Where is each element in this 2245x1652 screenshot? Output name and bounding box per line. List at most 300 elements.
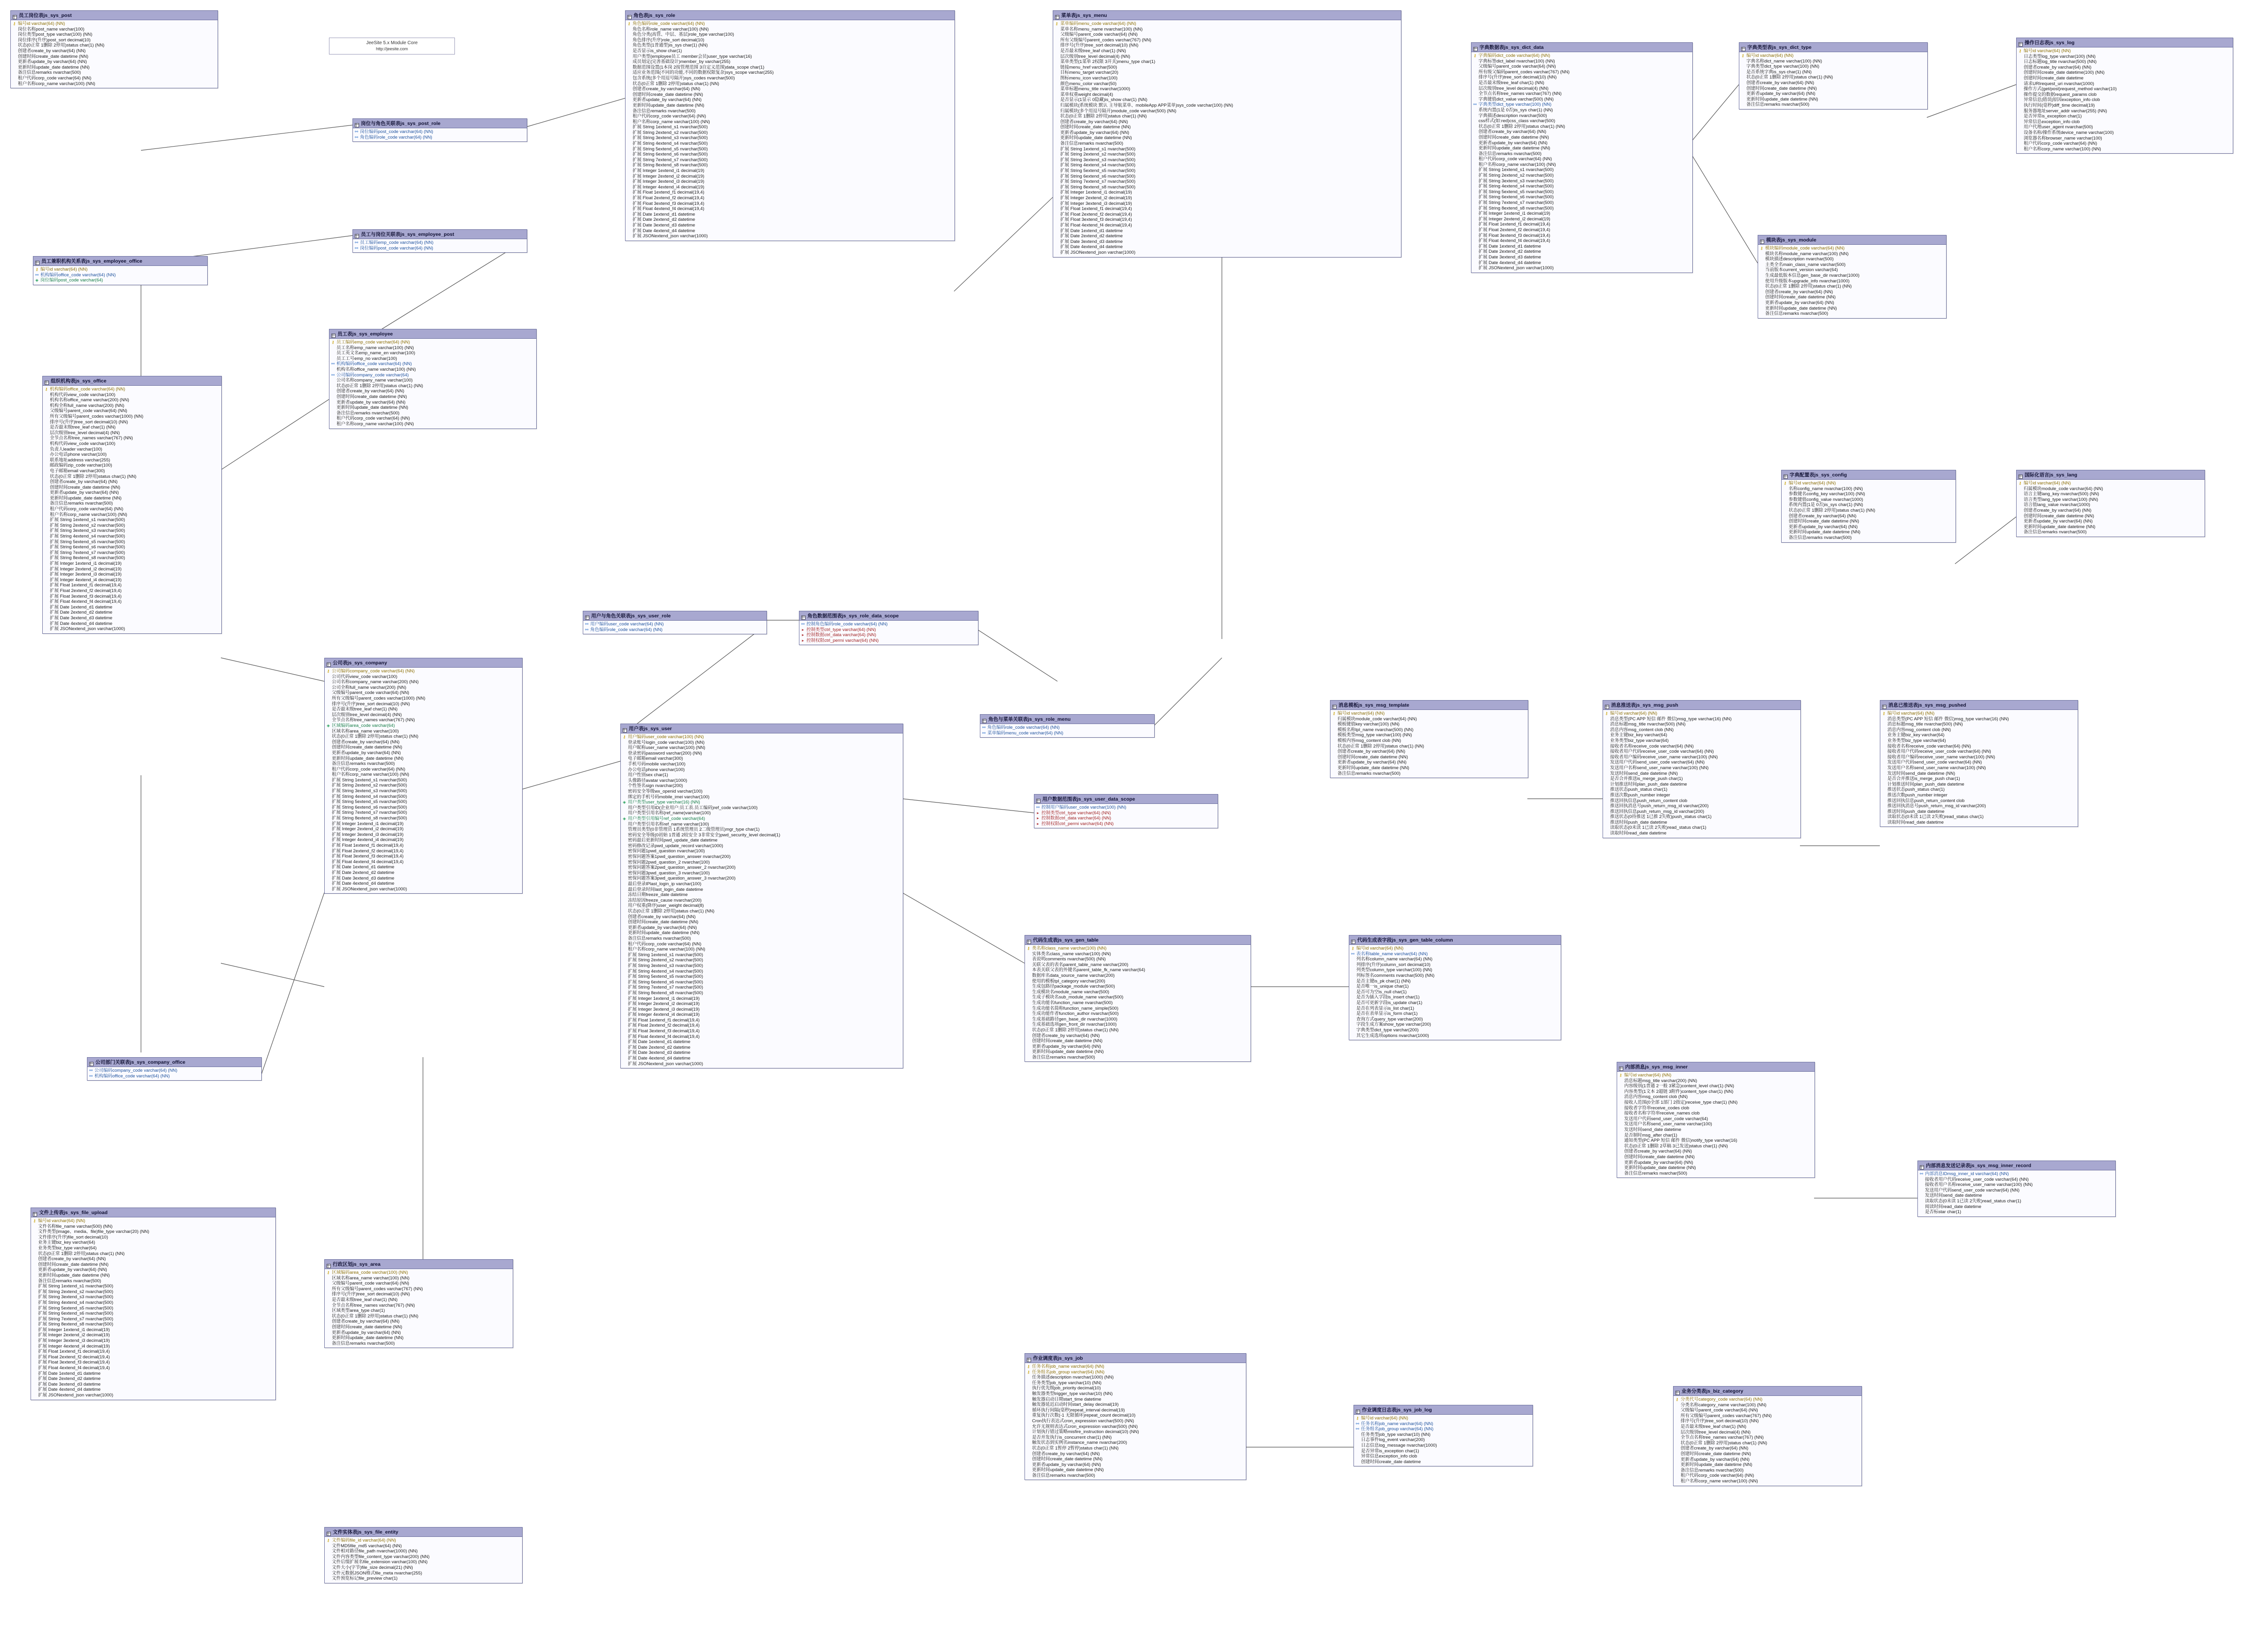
entity-column-label: 状态(0正常 1删除 2停用)status char(1) (NN) [336, 383, 423, 389]
entity-column-label: 区域名称area_name varchar(100) [332, 728, 399, 734]
entity-column-label: 扩展 String 3extend_s3 nvarchar(500) [1478, 178, 1554, 184]
entity-column-label: 服务器地址server_addr varchar(255) (NN) [2024, 108, 2107, 114]
entity-table-header[interactable] [353, 230, 527, 239]
entity-column-row [44, 616, 220, 621]
entity-table[interactable] [1349, 935, 1561, 1040]
entity-column-label: 计划推送时间plan_push_date datetime [1887, 781, 1964, 787]
entity-column-row [1882, 793, 2076, 798]
entity-column-label: 区域编码area_code varchar(100) (NN) [332, 1270, 408, 1275]
entity-table[interactable] [625, 10, 955, 241]
entity-column-label: 扩展 Date 4extend_d4 datetime [332, 881, 395, 887]
entity-column-row [1619, 1094, 1813, 1100]
entity-column-label: 模板键值key varchar(100) (NN) [1338, 722, 1400, 727]
table-icon [1356, 1408, 1360, 1412]
entity-column-label: 创建者create_by varchar(64) (NN) [1060, 119, 1128, 125]
entity-column-row [622, 898, 901, 904]
entity-column-row [1055, 70, 1400, 76]
entity-column-label: 扩展 String 8extend_s8 nvarchar(500) [628, 990, 703, 996]
entity-column-row [627, 228, 953, 234]
entity-column-row [1055, 59, 1400, 65]
entity-column-row [1036, 810, 1216, 816]
entity-column-label: 扩展 JSONextend_json varchar(1000) [38, 1393, 113, 1398]
entity-column-row [326, 843, 521, 849]
entity-column-row [627, 59, 953, 65]
entity-column-row [1473, 124, 1691, 130]
entity-column-row [1055, 135, 1400, 141]
entity-column-label: 扩展 Float 1extend_f1 decimal(19,4) [50, 583, 122, 588]
entity-column-list [621, 733, 903, 1068]
entity-table[interactable] [324, 658, 523, 894]
entity-column-label: 扩展 Float 4extend_f4 decimal(19,4) [1478, 238, 1550, 244]
entity-column-row [1619, 1122, 1813, 1127]
entity-column-label: 模板名称tpl_name nvarchar(500) (NN) [1338, 727, 1414, 732]
entity-column-label: 备注信息remarks nvarchar(500) [633, 108, 696, 114]
entity-column-label: 办公电话phone varchar(100) [50, 452, 107, 458]
entity-column-label: 接收者名称receive_code varchar(64) (NN) [1610, 743, 1694, 749]
entity-column-row [44, 588, 220, 594]
entity-column-label: 接收者用户名称receive_user_name varchar(100) (NN) [1925, 1182, 2033, 1188]
entity-column-row [44, 517, 220, 523]
entity-column-row [622, 772, 901, 778]
entity-table[interactable] [1353, 1405, 1533, 1466]
entity-column-row [1604, 755, 1799, 760]
entity-column-label: 控制数据ctrl_data varchar(64) (NN) [1041, 816, 1111, 821]
entity-column-label: 更新者update_by varchar(64) (NN) [336, 399, 406, 405]
entity-column-label: 区域类型area_type char(1) [332, 1308, 385, 1314]
entity-column-row [2018, 497, 2203, 503]
entity-column-label: 扩展 String 4extend_s4 nvarchar(500) [50, 534, 125, 539]
entity-column-row [1473, 140, 1691, 146]
entity-column-list [1330, 710, 1528, 778]
entity-column-row [44, 474, 220, 480]
entity-column-row [44, 599, 220, 605]
entity-column-row [1473, 244, 1691, 249]
entity-column-label: 推送次数push_number integer [1610, 792, 1670, 798]
entity-table-header[interactable] [1354, 1405, 1533, 1415]
entity-table-header[interactable] [1880, 701, 2078, 710]
entity-table-name: 内部消息发送记录表js_sys_msg_inner_record [1926, 1163, 2032, 1169]
entity-column-row [1055, 76, 1400, 81]
entity-table[interactable] [1673, 1386, 1862, 1486]
entity-table-header[interactable] [1918, 1161, 2115, 1170]
entity-table-header[interactable] [1471, 43, 1692, 52]
entity-column-row [12, 21, 216, 27]
primary-key-icon: ⚷ [327, 1538, 330, 1543]
entity-column-label: 扩展 String 4extend_s4 nvarchar(500) [633, 141, 708, 147]
entity-column-label: 菜单标题menu_title nvarchar(1000) [1060, 86, 1130, 92]
entity-table-header[interactable] [353, 119, 527, 128]
entity-column-row [1675, 1468, 1860, 1473]
entity-table-header[interactable] [33, 257, 207, 266]
entity-column-label: 编号id varchar(64) (NN) [40, 267, 88, 272]
entity-column-label: 扩展 String 5extend_s5 nvarchar(500) [332, 799, 407, 805]
entity-column-row [1332, 711, 1526, 717]
entity-table-header[interactable] [2017, 38, 2233, 47]
entity-column-row [32, 1262, 274, 1268]
entity-column-row [331, 361, 535, 367]
entity-column-row [1355, 1416, 1531, 1421]
entity-column-row [44, 403, 220, 409]
entity-column-label: 扩展 Integer 1extend_i1 decimal(19) [628, 996, 700, 1001]
entity-column-row [1055, 109, 1400, 114]
entity-table-name: 消息推送表js_sys_msg_push [1611, 702, 1678, 708]
entity-column-row [1619, 1144, 1813, 1149]
entity-column-row [1055, 157, 1400, 163]
entity-column-row [1473, 151, 1691, 157]
entity-column-row [1026, 979, 1249, 984]
entity-column-row [1473, 53, 1691, 59]
entity-column-label: 密码安全等级(0初始 1普通 2较安全 3非常安全)pwd_security_level decimal(1) [628, 832, 781, 838]
foreign-key-icon: ⚯ [1036, 805, 1040, 810]
entity-table-name: 员工表js_sys_employee [337, 331, 393, 337]
entity-column-label: 最后登录IPlast_login_ip varchar(100) [628, 881, 702, 887]
entity-column-row [44, 496, 220, 501]
entity-column-row [1604, 732, 1799, 738]
entity-table[interactable] [1053, 10, 1401, 257]
entity-column-row [32, 1338, 274, 1344]
entity-column-label: 任务名称job_name varchar(64) (NN) [1032, 1364, 1104, 1369]
entity-column-row [32, 1300, 274, 1306]
index-key-icon: ▸ [1037, 810, 1039, 815]
entity-table[interactable] [1739, 42, 1928, 109]
entity-column-label: 更新者update_by varchar(64) (NN) [18, 59, 87, 65]
entity-column-label: 状态(0正常 1删除 2停用)status char(1) (NN) [332, 734, 419, 740]
unique-key-icon: ◈ [623, 800, 626, 805]
entity-column-row [1332, 765, 1526, 771]
entity-column-label: 文件大小(字节)file_size decimal(21) (NN) [332, 1565, 413, 1570]
entity-table[interactable] [1025, 1353, 1246, 1480]
entity-column-row [44, 425, 220, 430]
entity-column-row [1351, 967, 1559, 973]
entity-column-row [1026, 1375, 1244, 1380]
entity-column-row [1760, 306, 1945, 312]
entity-table-header[interactable] [626, 11, 954, 20]
entity-table-header[interactable] [87, 1058, 261, 1067]
entity-column-label: 父级编号parent_code varchar(64) (NN) [1478, 64, 1556, 70]
entity-table-header[interactable] [2017, 470, 2205, 480]
entity-column-label: 编号id varchar(64) (NN) [1887, 711, 1935, 716]
entity-column-row [622, 843, 901, 849]
entity-column-label: 编号id varchar(64) (NN) [1610, 711, 1658, 716]
entity-table[interactable] [10, 10, 218, 88]
entity-table[interactable] [324, 1259, 513, 1348]
entity-table-header[interactable] [1758, 235, 1946, 245]
entity-column-row [622, 805, 901, 811]
entity-table-header[interactable] [1739, 43, 1927, 52]
entity-column-label: 扩展 String 5extend_s5 nvarchar(500) [628, 974, 703, 980]
entity-column-label: 扩展 Integer 4extend_i4 decimal(19) [38, 1343, 110, 1349]
entity-table[interactable] [1330, 700, 1528, 778]
table-icon [45, 379, 49, 383]
entity-column-label: 租户代码corp_code varchar(64) (NN) [18, 75, 92, 81]
entity-column-row [32, 1246, 274, 1251]
entity-column-label: 是否异常is_exception char(1) [1361, 1448, 1419, 1454]
entity-column-row [627, 38, 953, 43]
entity-column-label: 控制类型ctrl_type varchar(64) (NN) [806, 627, 876, 632]
entity-table[interactable] [1025, 935, 1251, 1062]
entity-column-row [1026, 1370, 1244, 1375]
index-key-icon: ▸ [802, 627, 804, 632]
entity-column-label: 负责人leader varchar(100) [50, 446, 102, 452]
entity-table[interactable] [1617, 1062, 1815, 1178]
entity-table-header[interactable] [1603, 701, 1800, 710]
entity-column-row [1355, 1454, 1531, 1459]
entity-table-name: 组织机构表js_sys_office [51, 378, 107, 384]
entity-column-label: 机构编码office_code varchar(64) (NN) [94, 1073, 170, 1079]
entity-column-row [32, 1322, 274, 1327]
entity-column-row [1026, 1386, 1244, 1391]
entity-column-row [1055, 250, 1400, 256]
entity-column-row [326, 1270, 511, 1276]
entity-column-label: 是否最末级tree_leaf char(1) (NN) [332, 1297, 398, 1302]
primary-key-icon: ⚷ [327, 669, 330, 673]
entity-column-row [1783, 535, 1954, 541]
entity-column-row [331, 351, 535, 356]
entity-column-label: 扩展 Integer 3extend_i3 decimal(19) [633, 179, 704, 185]
entity-table[interactable] [1917, 1161, 2116, 1217]
entity-table[interactable] [42, 376, 222, 634]
entity-column-label: 扩展 String 1extend_s1 nvarchar(500) [1060, 146, 1135, 152]
entity-column-row [2018, 92, 2231, 98]
entity-column-row [622, 860, 901, 865]
entity-table-header[interactable] [621, 724, 903, 733]
entity-column-row [622, 833, 901, 838]
entity-column-label: 发送用户名称send_user_name varchar(100) (NN) [1887, 765, 1986, 771]
entity-column-label: 扩展 Integer 4extend_i4 decimal(19) [50, 577, 122, 583]
entity-column-label: 创建者create_by varchar(64) (NN) [50, 479, 118, 485]
entity-column-label: 创建时间create_date datetime [2024, 75, 2084, 81]
entity-column-label: 是否系统字典is_sys char(1) (NN) [1746, 69, 1812, 75]
entity-table[interactable] [33, 256, 208, 285]
entity-table-header[interactable] [1349, 935, 1561, 945]
entity-column-label: 日志信息log_message nvarchar(1000) [1361, 1442, 1437, 1448]
entity-column-label: 扩展 Integer 4extend_i4 decimal(19) [633, 184, 704, 190]
entity-column-label: 消息标题msg_title varchar(200) (NN) [1624, 1078, 1697, 1083]
entity-column-label: 创建者create_by varchar(64) (NN) [628, 914, 696, 920]
entity-column-label: 扩展 Float 2extend_f2 decimal(19,4) [633, 195, 704, 201]
entity-column-row [1026, 1440, 1244, 1446]
entity-column-row [1675, 1397, 1860, 1403]
entity-column-label: 扩展 String 6extend_s6 nvarchar(500) [332, 804, 407, 810]
entity-column-label: 扩展 Integer 2extend_i2 decimal(19) [38, 1333, 110, 1338]
entity-column-label: 头像路径avatar varchar(1000) [628, 778, 688, 783]
entity-column-row [326, 669, 521, 674]
entity-table[interactable] [1603, 700, 1801, 838]
entity-column-row [326, 1549, 521, 1554]
entity-column-label: 字典描述description nvarchar(500) [1478, 113, 1547, 118]
primary-key-icon: ⚷ [1619, 1073, 1622, 1077]
entity-column-row [1055, 147, 1400, 152]
entity-table-header[interactable] [1025, 935, 1251, 945]
entity-column-label: 创建者create_by varchar(64) (NN) [2024, 64, 2092, 70]
entity-column-row [2018, 486, 2203, 492]
entity-table-header[interactable] [11, 11, 218, 20]
entity-column-row [2018, 109, 2231, 114]
entity-table-name: 公司部门关联表js_sys_company_office [95, 1060, 186, 1065]
entity-column-label: 消息内容msg_content clob (NN) [1887, 727, 1951, 732]
entity-table-header[interactable] [1617, 1062, 1815, 1072]
entity-column-row [326, 1554, 521, 1560]
entity-table-header[interactable] [1782, 470, 1956, 480]
entity-column-row [1919, 1199, 2114, 1204]
entity-column-row [1783, 524, 1954, 530]
entity-column-row [1026, 1446, 1244, 1451]
entity-column-label: 扩展 Float 1extend_f1 decimal(19,4) [1060, 206, 1132, 212]
entity-table[interactable] [2016, 470, 2205, 537]
entity-table[interactable] [31, 1208, 276, 1400]
entity-table-header[interactable] [1025, 1354, 1246, 1363]
entity-column-label: 机构全称full_name varchar(200) (NN) [50, 403, 125, 408]
entity-table[interactable] [324, 1527, 523, 1583]
entity-column-row [627, 76, 953, 81]
entity-column-label: 任务名称job_name varchar(64) (NN) [1361, 1421, 1433, 1426]
entity-table-header[interactable] [980, 715, 1154, 724]
entity-column-row [326, 701, 521, 707]
entity-column-label: 扩展 Integer 3extend_i3 decimal(19) [1060, 201, 1132, 206]
entity-column-label: 扩展 Float 4extend_f4 decimal(19,4) [332, 859, 404, 865]
entity-column-row [1882, 760, 2076, 765]
entity-column-row [1604, 798, 1799, 804]
entity-column-label: 是否可为空is_null char(1) [1356, 989, 1407, 995]
entity-column-row [1473, 227, 1691, 233]
entity-column-label: 更新时间update_date datetime (NN) [332, 1335, 404, 1341]
entity-column-row [331, 383, 535, 389]
entity-table[interactable] [329, 329, 537, 429]
entity-column-row [1619, 1171, 1813, 1177]
entity-column-row [622, 783, 901, 789]
entity-column-label: 状态(0正常 1删除 2停用)status char(1) (NN) [1478, 124, 1565, 129]
entity-column-row [1604, 776, 1799, 782]
entity-column-row [1026, 1429, 1244, 1435]
entity-column-row [627, 185, 953, 190]
entity-column-row [1026, 1006, 1249, 1012]
entity-column-row [32, 1284, 274, 1289]
entity-table-header[interactable] [325, 1527, 522, 1537]
entity-column-row [622, 756, 901, 762]
entity-column-label: 扩展 Integer 2extend_i2 decimal(19) [1060, 195, 1132, 201]
entity-column-row [326, 1292, 511, 1297]
entity-column-label: 操作方式(get/post)request_method varchar(10) [2024, 86, 2117, 92]
entity-table-header[interactable] [325, 1260, 513, 1269]
entity-column-label: 用户类型引用名称(ref_name)varchar(100) [628, 810, 711, 816]
entity-column-row [2018, 530, 2203, 535]
entity-table-header[interactable] [799, 611, 978, 621]
entity-column-row [622, 810, 901, 816]
entity-column-row [1741, 75, 1926, 80]
primary-key-icon: ⚷ [627, 21, 631, 26]
entity-column-row [1351, 957, 1559, 962]
entity-column-label: 备注信息remarks nvarchar(500) [1478, 151, 1542, 156]
entity-column-row [1473, 59, 1691, 64]
entity-table[interactable] [1758, 235, 1947, 319]
entity-column-row [326, 1325, 511, 1330]
entity-table[interactable] [352, 118, 527, 142]
entity-table-header[interactable] [31, 1208, 275, 1217]
entity-column-row [1882, 744, 2076, 749]
entity-column-row [44, 550, 220, 556]
entity-column-row [1026, 1364, 1244, 1370]
entity-column-label: 是否在表单显示is_form char(1) [1356, 1011, 1418, 1017]
entity-table[interactable] [2016, 38, 2233, 154]
entity-column-row [44, 507, 220, 512]
entity-column-row [1675, 1462, 1860, 1468]
entity-column-label: 系统内置(1是 0否)is_sys char(1) (NN) [1478, 107, 1553, 113]
entity-column-label: 所有父级编号parent_codes varchar(767) (NN) [1681, 1413, 1772, 1418]
entity-table[interactable] [1781, 470, 1956, 543]
entity-column-row [1882, 814, 2076, 820]
entity-column-row [1026, 1391, 1244, 1397]
table-icon [1882, 703, 1886, 707]
entity-column-row [326, 1330, 511, 1336]
entity-column-label: 用户类型user_type varchar(16) (NN) [628, 800, 700, 805]
entity-column-label: 公司名称company_name varchar(100) [336, 378, 413, 383]
table-icon [327, 1262, 331, 1266]
entity-column-label: 消息内容msg_content clob (NN) [1610, 727, 1674, 732]
entity-column-label: 扩展 Integer 1extend_i1 decimal(19) [332, 821, 404, 826]
entity-table-header[interactable] [1034, 795, 1218, 804]
entity-table-header[interactable] [1053, 11, 1401, 20]
entity-column-label: 编号id varchar(64) (NN) [18, 21, 65, 26]
entity-column-row [326, 832, 521, 838]
entity-column-label: 编号id varchar(64) (NN) [1338, 711, 1385, 716]
entity-column-row [326, 865, 521, 870]
entity-column-row [1473, 118, 1691, 124]
entity-column-label: 创建时间create_date datetime (NN) [1681, 1451, 1751, 1457]
entity-column-list [325, 1269, 513, 1348]
entity-column-row [1675, 1441, 1860, 1446]
entity-table[interactable] [87, 1057, 262, 1081]
entity-column-row [622, 936, 901, 942]
entity-table[interactable] [352, 229, 527, 253]
entity-column-label: 租户代码corp_code varchar(64) (NN) [332, 766, 406, 772]
entity-column-row [1055, 21, 1400, 27]
entity-column-row [326, 854, 521, 859]
entity-column-label: 数据库名data_source_name varchar(200) [1032, 973, 1115, 978]
entity-column-label: 创建者create_by varchar(64) (NN) [18, 48, 86, 54]
entity-column-label: 列排序(升序)column_sort decimal(10) [1356, 962, 1431, 967]
entity-column-row [622, 958, 901, 963]
entity-column-label: 字典编码dict_code varchar(64) (NN) [1478, 53, 1550, 58]
entity-table-header[interactable] [329, 329, 536, 339]
entity-column-label: 文件编码file_id varchar(64) (NN) [332, 1538, 396, 1543]
entity-table[interactable] [980, 714, 1155, 738]
entity-column-row [1026, 1049, 1249, 1055]
entity-table[interactable] [1471, 42, 1693, 273]
entity-column-label: 文件相对路径file_path nvarchar(1000) (NN) [332, 1549, 418, 1554]
entity-column-row [326, 756, 521, 762]
entity-column-label: 更新时间update_date datetime (NN) [1060, 135, 1132, 141]
entity-table-header[interactable] [325, 658, 522, 668]
entity-column-row [32, 1355, 274, 1360]
primary-key-icon: ⚷ [2018, 481, 2022, 485]
entity-column-row [1026, 951, 1249, 957]
entity-table[interactable] [799, 611, 978, 645]
entity-column-row [627, 157, 953, 163]
entity-table[interactable] [1034, 794, 1218, 828]
entity-column-label: 创建者create_by varchar(64) (NN) [1681, 1446, 1749, 1451]
entity-table-header[interactable] [1330, 701, 1528, 710]
entity-column-row [1351, 1006, 1559, 1012]
entity-table[interactable] [583, 611, 767, 634]
entity-table-header[interactable] [1674, 1387, 1862, 1396]
entity-table[interactable] [620, 724, 903, 1068]
entity-table-header[interactable] [583, 611, 767, 621]
entity-column-label: 扩展 String 1extend_s1 nvarchar(500) [38, 1284, 113, 1289]
entity-table[interactable] [1880, 700, 2078, 827]
entity-column-row [1026, 995, 1249, 1000]
entity-column-row [622, 1045, 901, 1051]
entity-table-header[interactable] [43, 376, 221, 386]
